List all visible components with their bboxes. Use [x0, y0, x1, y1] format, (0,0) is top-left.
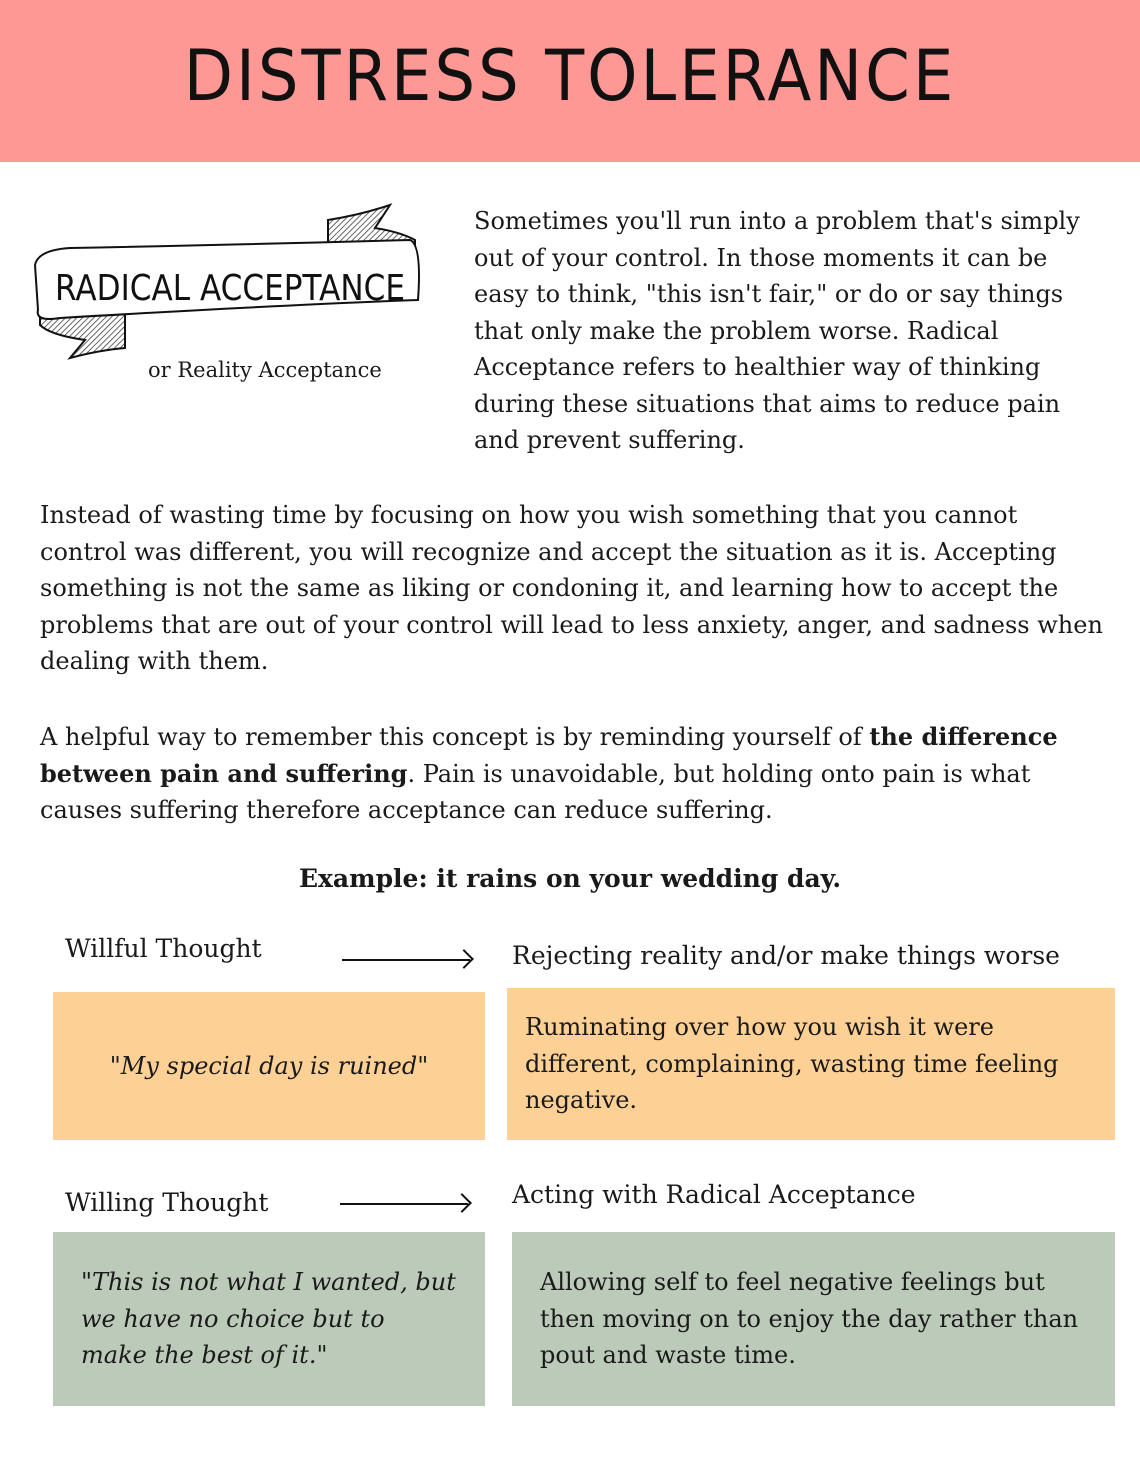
banner-title: RADICAL ACCEPTANCE [55, 268, 405, 309]
willful-result-box: Ruminating over how you wish it were different, complaining, wasting time feeling negative. [507, 988, 1115, 1140]
willing-result-label: Acting with Radical Acceptance [512, 1180, 916, 1209]
willing-result-box: Allowing self to feel negative feelings but then moving on to enjoy the day rather than pout and waste time. [512, 1232, 1115, 1406]
text: . Pain is unavoidable, but holding onto pain is what causes suffering therefore acceptance can reduce suffering. [40, 759, 1031, 824]
willful-thought-label: Willful Thought [65, 934, 262, 963]
willful-result-label: Rejecting reality and/or make things worse [512, 941, 1060, 970]
willing-quote-box: "This is not what I wanted, but we have no choice but to make the best of it." [53, 1232, 485, 1406]
emphasis: the difference between pain and suffering [40, 722, 1058, 788]
arrow-icon [340, 1203, 468, 1205]
banner-subtitle: or Reality Acceptance [148, 358, 382, 382]
acceptance-paragraph: Instead of wasting time by focusing on how you wish something that you cannot control was different, you will recognize and accept the situation as it is. Accepting something is not the same as liking or condoning it, and learning how to accept the problems that are out of your control will lead to less anxiety, anger, and sadness when dealing with them. [40, 501, 1103, 675]
intro-paragraph: Sometimes you'll run into a problem that's simply out of your control. In those moments it can be easy to think, "this isn't fair," or do or say things that only make the problem worse. Radical Acceptance refers to healthier way of thinking during these situations that aims to reduce pain and prevent suffering. [474, 207, 1080, 454]
willing-thought-label: Willing Thought [65, 1188, 269, 1217]
page-title: DISTRESS TOLERANCE [183, 36, 957, 118]
example-heading: Example: it rains on your wedding day. [298, 864, 842, 893]
text: A helpful way to remember this concept is by reminding yourself of [40, 723, 870, 751]
arrow-icon [342, 959, 470, 961]
willful-quote-box: "My special day is ruined" [53, 992, 485, 1140]
radical-acceptance-banner [30, 200, 430, 365]
pain-suffering-paragraph [40, 719, 1105, 829]
